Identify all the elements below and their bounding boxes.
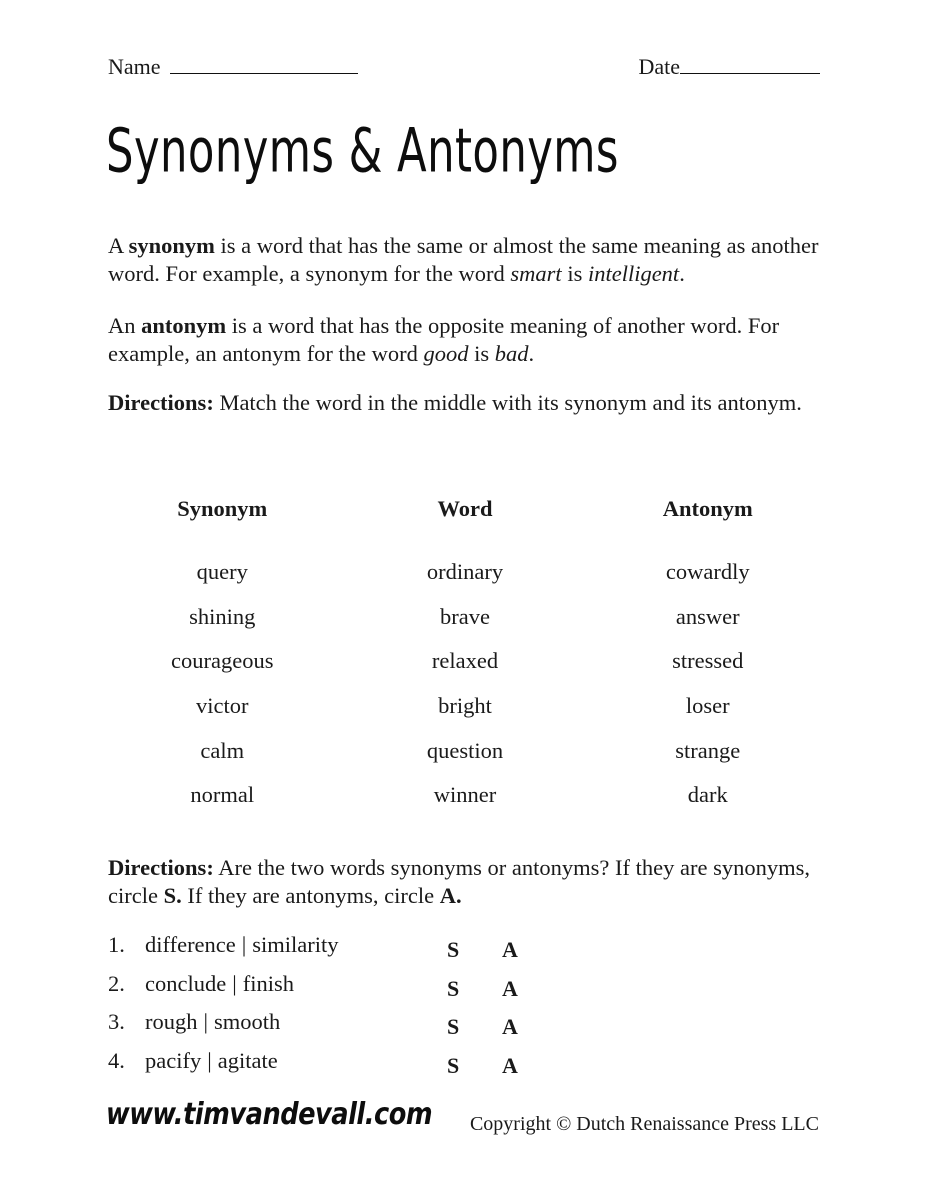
- question-word-b: finish: [242, 970, 294, 996]
- question-number: 3.: [108, 1009, 125, 1034]
- synonym-word[interactable]: courageous: [171, 648, 274, 674]
- middle-word[interactable]: question: [426, 737, 504, 763]
- header-fields: [108, 54, 820, 80]
- antonym-def-joiner: is: [468, 341, 495, 366]
- option-synonym[interactable]: S: [447, 975, 460, 1001]
- name-field[interactable]: [108, 54, 358, 80]
- question-item: [108, 1048, 668, 1087]
- antonym-word[interactable]: cowardly: [665, 559, 750, 585]
- question-word-pair: [145, 932, 339, 958]
- word-separator: |: [241, 932, 247, 957]
- antonym-example-word: good: [423, 341, 469, 366]
- question-item: [108, 932, 668, 971]
- table-row: [108, 639, 822, 684]
- word-matching-table: [108, 496, 822, 818]
- directions-matching-text: Match the word in the middle with its synonym and its antonym.: [213, 390, 802, 415]
- question-item: [108, 1009, 668, 1048]
- middle-word[interactable]: relaxed: [431, 648, 499, 674]
- directions-matching: [108, 389, 808, 417]
- copyright-notice: Copyright © Dutch Renaissance Press LLC: [469, 1113, 819, 1135]
- option-synonym[interactable]: S: [447, 937, 460, 962]
- synonym-def-end: .: [679, 261, 685, 286]
- option-antonym[interactable]: A: [502, 1014, 518, 1039]
- synonym-def-mid: is a word that has the same or almost the same meaning as another word. For example, a synonym for the word: [108, 233, 819, 286]
- middle-word[interactable]: ordinary: [426, 559, 504, 585]
- synonym-term: synonym: [128, 233, 215, 258]
- synonym-word[interactable]: query: [196, 559, 248, 585]
- antonym-word[interactable]: loser: [685, 693, 730, 719]
- synonym-def-lead: A: [108, 233, 129, 258]
- question-word-pair: [145, 1048, 278, 1074]
- synonym-word[interactable]: normal: [190, 782, 255, 808]
- date-field[interactable]: [638, 54, 820, 80]
- option-synonym[interactable]: S: [447, 1014, 460, 1039]
- table-body: [108, 550, 822, 818]
- directions-matching-label: Directions:: [108, 390, 214, 415]
- antonym-example-answer: bad: [494, 341, 529, 366]
- synonym-definition-paragraph: [108, 232, 822, 288]
- question-item: [108, 971, 668, 1010]
- word-separator: |: [232, 970, 237, 996]
- question-number: 2.: [108, 970, 125, 996]
- table-row: [108, 728, 822, 773]
- directions-circle-label: Directions:: [108, 855, 214, 880]
- synonym-word[interactable]: victor: [195, 693, 249, 719]
- name-write-line[interactable]: [170, 72, 358, 74]
- date-label: Date: [638, 54, 680, 79]
- middle-word[interactable]: brave: [440, 603, 490, 629]
- table-row: [108, 595, 822, 640]
- table-row: [108, 550, 822, 595]
- word-separator: |: [207, 1047, 212, 1073]
- column-header-antonym: Antonym: [662, 496, 753, 521]
- question-word-pair: [145, 971, 294, 997]
- directions-circle: [108, 854, 828, 910]
- question-list: [108, 932, 668, 1086]
- middle-word[interactable]: bright: [438, 693, 492, 719]
- column-header-synonym: Synonym: [177, 496, 268, 521]
- question-number: 1.: [108, 932, 125, 957]
- antonym-def-end: .: [528, 341, 535, 366]
- name-label: Name: [108, 54, 161, 79]
- antonym-word[interactable]: answer: [675, 603, 740, 629]
- word-separator: |: [203, 1009, 209, 1034]
- option-antonym[interactable]: A: [502, 1052, 518, 1078]
- question-word-b: smooth: [214, 1009, 281, 1034]
- table-header-row: [108, 496, 822, 550]
- antonym-def-lead: An: [108, 313, 142, 338]
- directions-bold-s: S.: [163, 883, 182, 908]
- table-row: [108, 773, 822, 818]
- middle-word[interactable]: winner: [433, 782, 497, 808]
- question-word-a: difference: [145, 932, 236, 957]
- antonym-term: antonym: [141, 313, 227, 338]
- synonym-example-word: smart: [510, 261, 562, 286]
- option-synonym[interactable]: S: [447, 1052, 460, 1078]
- table-row: [108, 684, 822, 729]
- question-word-pair: [145, 1009, 280, 1035]
- question-word-a: conclude: [145, 970, 227, 996]
- directions-circle-text-1: Are the two words synonyms or antonyms? If they are synonyms, circle: [108, 855, 810, 908]
- date-write-line[interactable]: [680, 72, 820, 74]
- antonym-def-mid: is a word that has the opposite meaning of another word. For example, an antonym for the word: [108, 313, 780, 366]
- question-number: 4.: [108, 1047, 125, 1073]
- antonym-word[interactable]: stressed: [672, 648, 744, 674]
- question-word-a: rough: [145, 1009, 198, 1034]
- synonym-word[interactable]: shining: [189, 603, 256, 629]
- antonym-word[interactable]: dark: [687, 782, 728, 808]
- antonym-definition-paragraph: [108, 312, 822, 368]
- option-antonym[interactable]: A: [502, 975, 518, 1001]
- website-url[interactable]: www.timvandevall.com: [106, 1097, 433, 1132]
- question-word-a: pacify: [145, 1047, 202, 1073]
- synonym-def-joiner: is: [561, 261, 588, 286]
- definitions-block: [108, 232, 822, 368]
- directions-circle-text-2: If they are antonyms, circle: [181, 883, 440, 908]
- directions-bold-a: A.: [439, 883, 462, 908]
- question-word-b: similarity: [252, 932, 339, 957]
- column-header-word: Word: [437, 496, 493, 521]
- option-antonym[interactable]: A: [502, 937, 518, 962]
- question-word-b: agitate: [217, 1047, 278, 1073]
- synonym-word[interactable]: calm: [200, 737, 245, 763]
- page-title: Synonyms & Antonyms: [106, 116, 619, 187]
- antonym-word[interactable]: strange: [675, 737, 741, 763]
- synonym-example-answer: intelligent: [587, 261, 680, 286]
